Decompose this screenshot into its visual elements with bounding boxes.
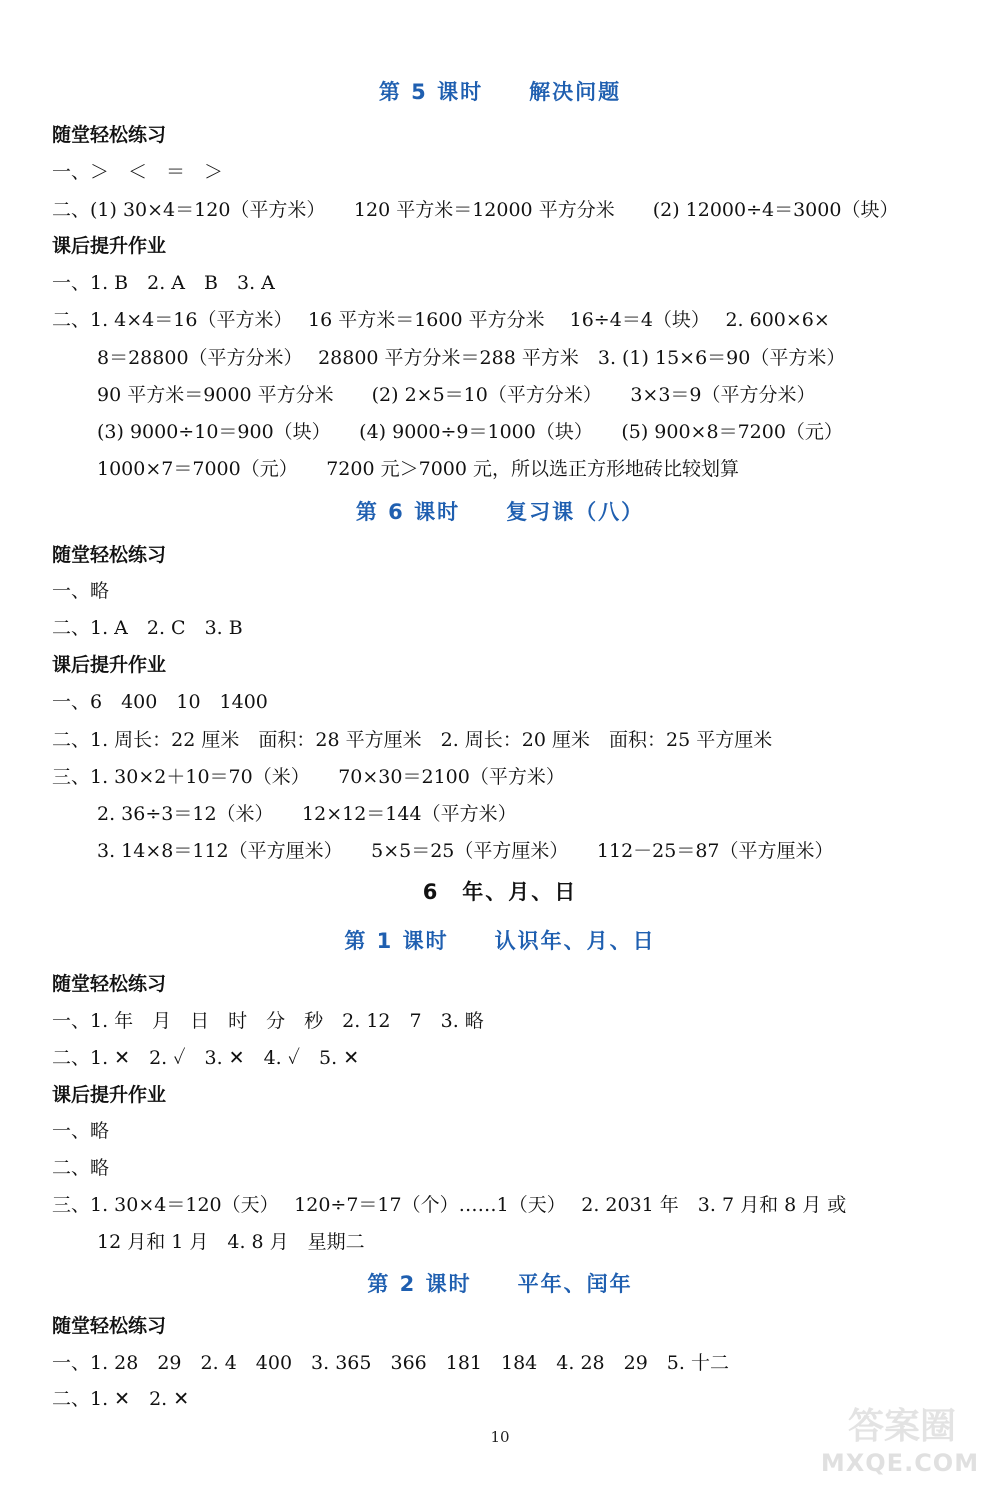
answer-line: 三、1. 30×2＋10＝70（米） 70×30＝2100（平方米） xyxy=(52,766,565,788)
section-heading: 随堂轻松练习 xyxy=(52,973,167,995)
watermark-logo: 答案圈 xyxy=(847,1406,956,1447)
section-heading: 随堂轻松练习 xyxy=(52,124,167,146)
answer-line: 二、1. ✕ 2. ✕ xyxy=(52,1388,190,1410)
answer-line: 一、＞ ＜ ＝ ＞ xyxy=(52,161,224,183)
section-heading: 随堂轻松练习 xyxy=(52,1315,167,1337)
section-heading: 课后提升作业 xyxy=(52,1084,167,1106)
watermark xyxy=(800,1405,990,1480)
answer-line: 一、1. B 2. A B 3. A xyxy=(52,272,275,294)
answer-line: 二、1. 4×4＝16（平方米） 16 平方米＝1600 平方分米 16÷4＝4（块） 2. 600×6× xyxy=(52,309,830,331)
answer-line: 一、1. 28 29 2. 4 400 3. 365 366 181 184 4. 28 29 5. 十二 xyxy=(52,1352,729,1374)
page-number: 10 xyxy=(490,1428,510,1446)
answer-line: 一、略 xyxy=(52,580,110,602)
answer-line: 一、1. 年 月 日 时 分 秒 2. 12 7 3. 略 xyxy=(52,1010,484,1032)
answer-line: 90 平方米＝9000 平方分米 (2) 2×5＝10（平方分米） 3×3＝9（平方分米） xyxy=(97,384,816,406)
answer-line: 二、(1) 30×4＝120（平方米） 120 平方米＝12000 平方分米 (2) 12000÷4＝3000（块） xyxy=(52,199,899,221)
answer-line: 一、6 400 10 1400 xyxy=(52,691,268,713)
answer-line: 1000×7＝7000（元） 7200 元＞7000 元，所以选正方形地砖比较划算 xyxy=(97,458,740,480)
lesson-title: 第 6 课时 复习课（八） xyxy=(355,500,645,524)
unit-title: 6 年、月、日 xyxy=(422,880,578,904)
answer-line: 二、1. 周长：22 厘米 面积：28 平方厘米 2. 周长：20 厘米 面积：25 平方厘米 xyxy=(52,729,773,751)
answer-line: 12 月和 1 月 4. 8 月 星期二 xyxy=(97,1231,365,1253)
answer-line: (3) 9000÷10＝900（块） (4) 9000÷9＝1000（块） (5) 900×8＝7200（元） xyxy=(97,421,843,443)
section-heading: 课后提升作业 xyxy=(52,235,167,257)
lesson-title: 第 1 课时 认识年、月、日 xyxy=(344,929,656,953)
answer-line: 3. 14×8＝112（平方厘米） 5×5＝25（平方厘米） 112－25＝87（平方厘米） xyxy=(97,840,834,862)
lesson-title: 第 2 课时 平年、闰年 xyxy=(367,1272,633,1296)
answer-line: 2. 36÷3＝12（米） 12×12＝144（平方米） xyxy=(97,803,517,825)
answer-line: 二、1. A 2. C 3. B xyxy=(52,617,243,639)
lesson-title: 第 5 课时 解决问题 xyxy=(378,80,622,104)
answer-line: 三、1. 30×4＝120（天） 120÷7＝17（个）……1（天） 2. 2031 年 3. 7 月和 8 月 或 xyxy=(52,1194,847,1216)
answer-line: 二、略 xyxy=(52,1157,110,1179)
section-heading: 课后提升作业 xyxy=(52,654,167,676)
answer-line: 二、1. ✕ 2. ✓ 3. ✕ 4. ✓ 5. ✕ xyxy=(52,1047,360,1069)
section-heading: 随堂轻松练习 xyxy=(52,544,167,566)
watermark-text: MXQE.COM xyxy=(820,1449,980,1477)
answer-line: 一、略 xyxy=(52,1120,110,1142)
answer-line: 8＝28800（平方分米） 28800 平方分米＝288 平方米 3. (1) 15×6＝90（平方米） xyxy=(97,347,846,369)
